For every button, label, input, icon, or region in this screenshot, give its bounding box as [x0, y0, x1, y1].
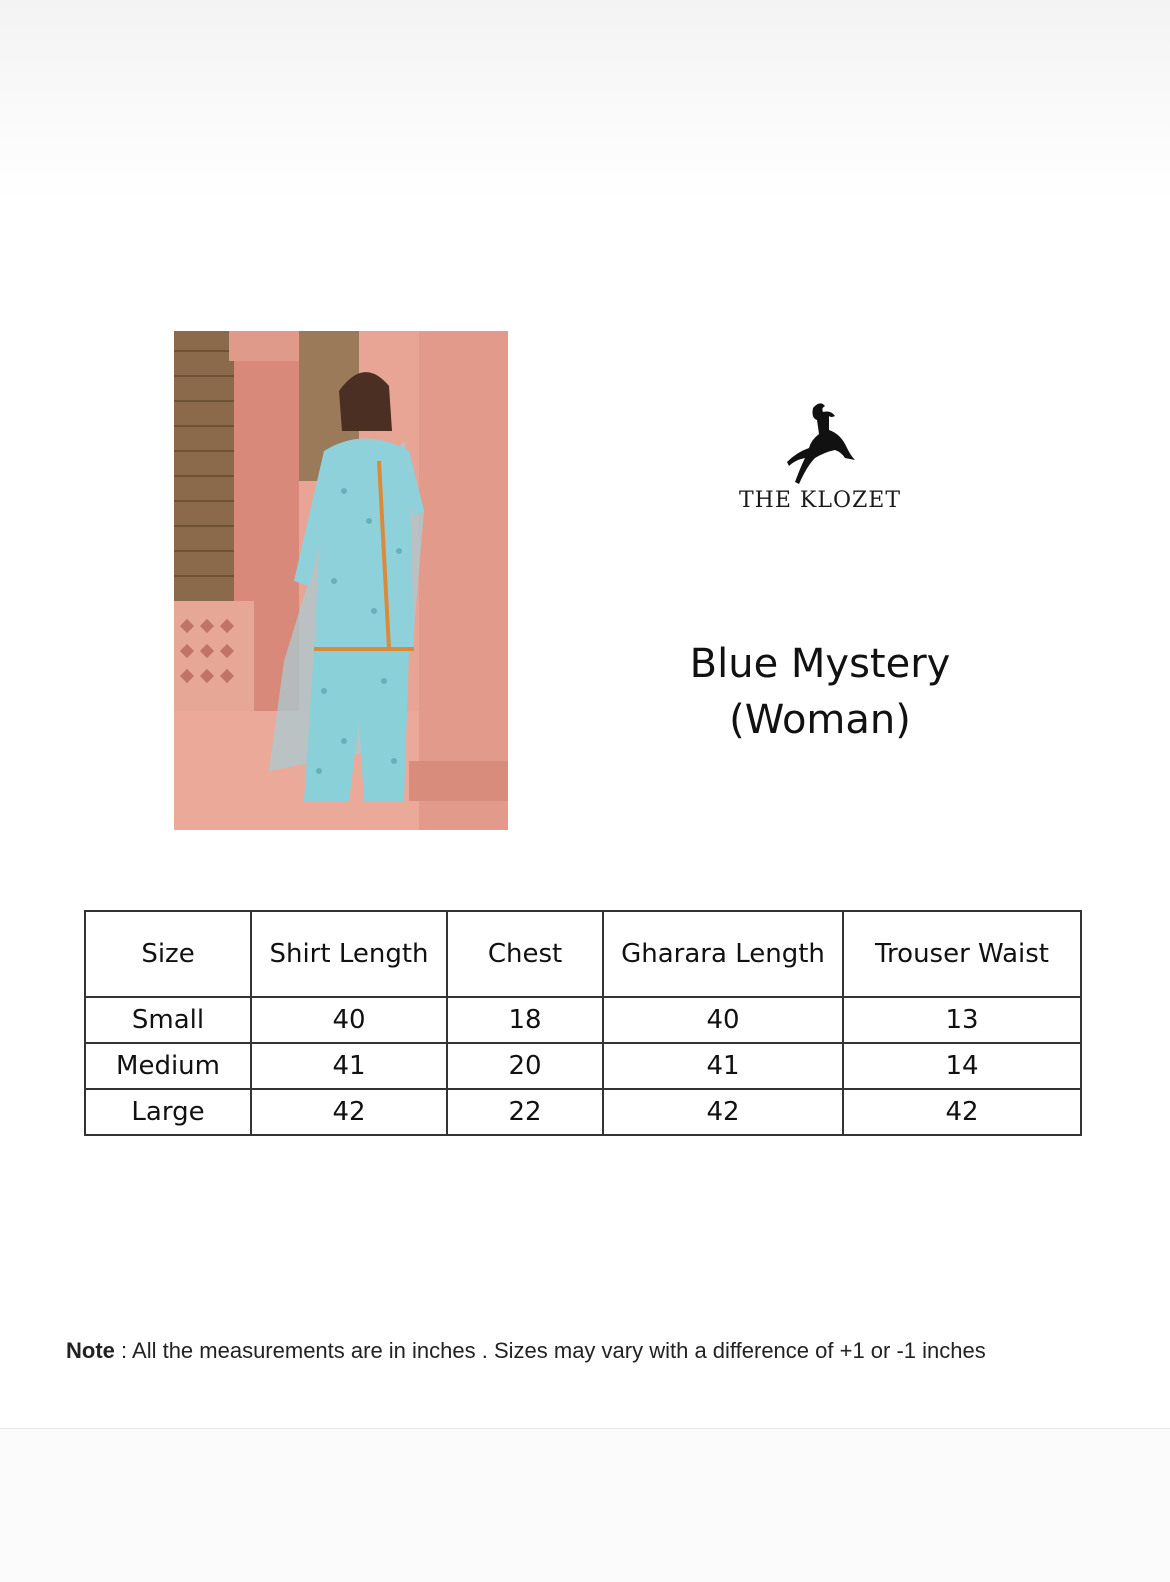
header-chest: Chest	[447, 911, 603, 997]
product-title	[640, 636, 1000, 748]
measurement-note	[66, 1338, 1126, 1364]
header-trouser-waist: Trouser Waist	[843, 911, 1081, 997]
table-cell: 40	[251, 997, 447, 1043]
header-size: Size	[85, 911, 251, 997]
table-cell: 42	[251, 1089, 447, 1135]
table-cell: 18	[447, 997, 603, 1043]
table-cell: 41	[251, 1043, 447, 1089]
table-cell: Medium	[85, 1043, 251, 1089]
table-cell: 22	[447, 1089, 603, 1135]
size-chart-table	[84, 910, 1082, 1136]
product-category: (Woman)	[729, 697, 911, 743]
note-label: Note	[66, 1338, 115, 1363]
header-shirt-length: Shirt Length	[251, 911, 447, 997]
table-cell: 20	[447, 1043, 603, 1089]
table-cell: 42	[843, 1089, 1081, 1135]
table-cell: Small	[85, 997, 251, 1043]
header-gharara-length: Gharara Length	[603, 911, 843, 997]
table-cell: 41	[603, 1043, 843, 1089]
table-row	[85, 997, 1081, 1043]
table-cell: Large	[85, 1089, 251, 1135]
bottom-background	[0, 1428, 1170, 1582]
leaping-deer-icon	[785, 400, 855, 486]
table-cell: 13	[843, 997, 1081, 1043]
brand-logo	[720, 400, 920, 525]
table-cell: 40	[603, 997, 843, 1043]
table-row	[85, 1089, 1081, 1135]
table-header-row	[85, 911, 1081, 997]
product-photo	[174, 331, 508, 830]
table-cell: 42	[603, 1089, 843, 1135]
top-background	[0, 0, 1170, 200]
product-name: Blue Mystery	[689, 641, 951, 687]
table-cell: 14	[843, 1043, 1081, 1089]
table-row	[85, 1043, 1081, 1089]
note-text: : All the measurements are in inches . Sizes may vary with a difference of +1 or -1 inches	[114, 1338, 986, 1363]
brand-name: THE KLOZET	[738, 488, 901, 513]
